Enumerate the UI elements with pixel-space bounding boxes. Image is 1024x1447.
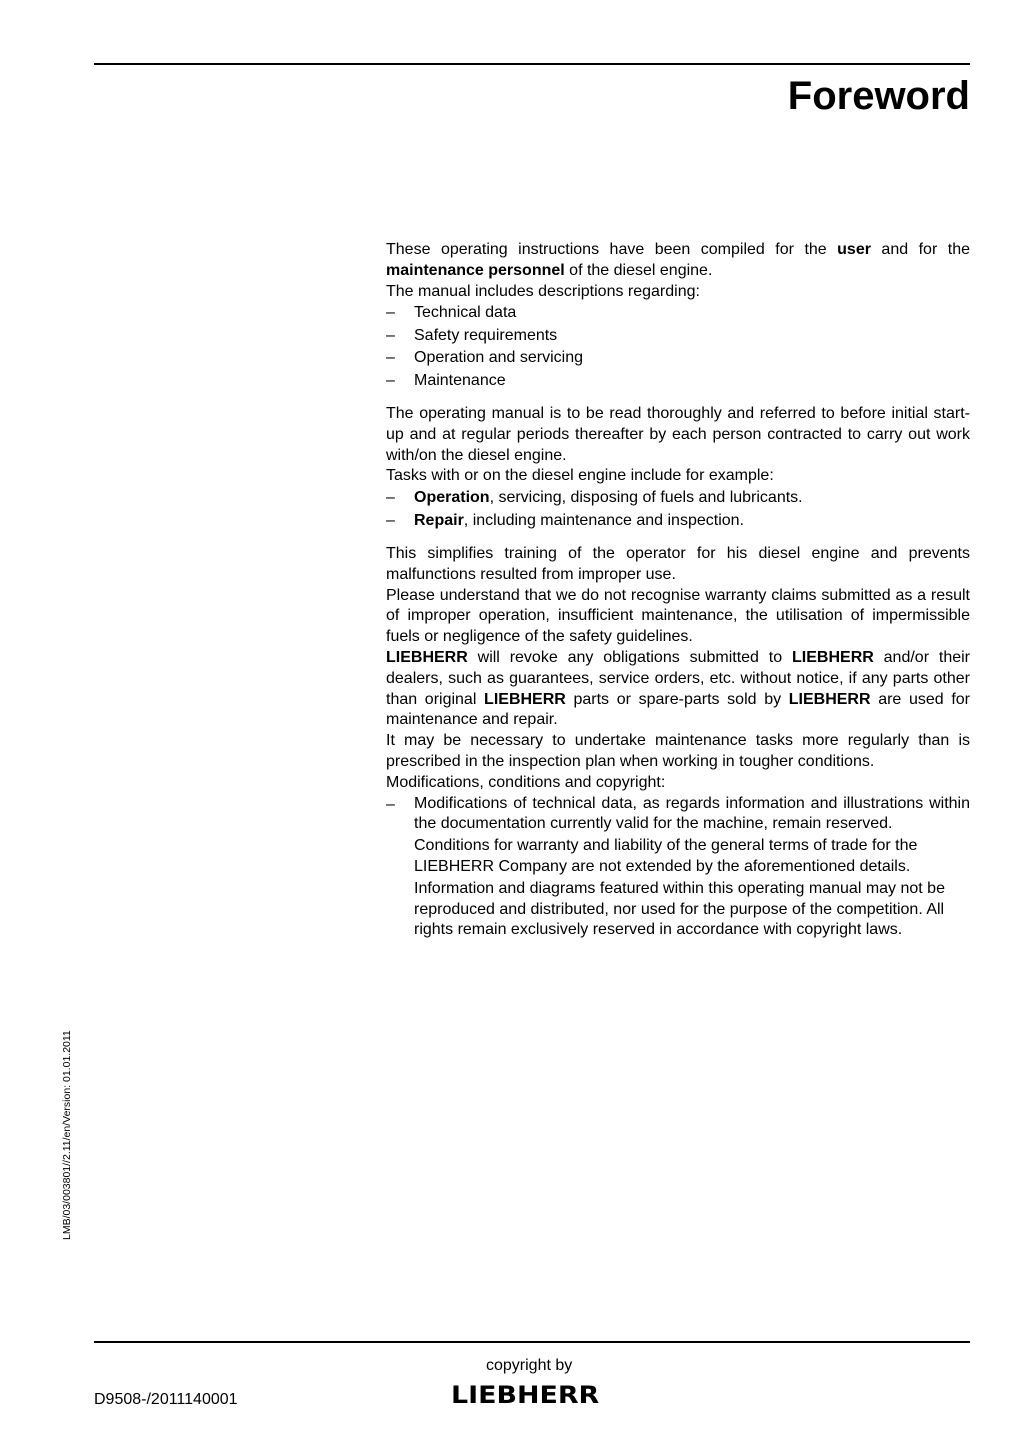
list-item [386, 302, 970, 324]
dash-bullet: – [386, 511, 395, 529]
document-version-label: LMB/03/003801//2.11/en/Version: 01.01.2011 [61, 1030, 73, 1240]
list-item-label: Safety requirements [414, 326, 558, 344]
tasks-list [386, 487, 970, 532]
bold-term-repair: Repair [414, 511, 464, 529]
dash-bullet: – [386, 349, 395, 367]
training-paragraph: This simplifies training of the operator for his diesel engine and prevents malfunctions resulted from improper use. [386, 545, 970, 583]
text-run: and/or their dealers, such as guarantees, service orders, etc. without notice, if any parts other than original [386, 649, 970, 708]
bold-term-liebherr: LIEBHERR [386, 649, 468, 666]
liebherr-logo: LIEBHERR [451, 1381, 600, 1409]
bold-term-liebherr: LIEBHERR [788, 690, 871, 708]
copyright-text: Information and diagrams featured within this operating manual may not be reproduced and distributed, nor used for the purpose of the competition. All rights remain exclusively reserved in accordance with copyright laws. [414, 879, 945, 939]
bold-term-liebherr: LIEBHERR [792, 649, 874, 666]
bold-term-user: user [837, 241, 871, 258]
text-run: parts or spare-parts sold by [565, 690, 789, 708]
dash-bullet: – [386, 489, 395, 507]
text-run: and for the [870, 241, 970, 258]
text-run: , including maintenance and inspection. [463, 511, 744, 529]
list-item-label: Operation and servicing [414, 349, 583, 367]
list-item [386, 794, 970, 942]
page-title: Foreword [787, 74, 970, 118]
text-run: , servicing, disposing of fuels and lubricants. [489, 489, 803, 507]
bold-term-operation: Operation [414, 489, 490, 507]
bold-term-liebherr: LIEBHERR [484, 690, 566, 708]
list-item [386, 325, 970, 347]
copyright-label: copyright by [486, 1357, 573, 1374]
tasks-intro: Tasks with or on the diesel engine include for example: [386, 467, 774, 485]
dash-bullet: – [386, 371, 395, 389]
text-run: of the diesel engine. [564, 261, 713, 279]
text-run: These operating instructions have been compiled for the [386, 241, 838, 258]
reading-paragraph: The operating manual is to be read thoroughly and referred to before initial start-up and at regular periods thereafter by each person contracted to carry out work with/on the diesel engine. [386, 405, 970, 464]
obligations-paragraph [386, 648, 970, 731]
header-rule [94, 63, 970, 65]
list-item [386, 487, 970, 509]
warranty-paragraph: Please understand that we do not recognise warranty claims submitted as a result of improper operation, insufficient maintenance, the utilisation of impermissible fuels or negligence of the safety guidelines. [386, 586, 970, 646]
text-run: are used for maintenance and repair. [386, 690, 970, 729]
modifications-text: Modifications of technical data, as regards information and illustrations within the documentation currently valid for the machine, remain reserved. [414, 794, 970, 833]
modifications-list [386, 794, 970, 942]
dash-bullet: – [386, 795, 395, 813]
foreword-body [386, 240, 970, 941]
document-number: D9508-/2011140001 [94, 1391, 238, 1408]
modifications-intro: Modifications, conditions and copyright: [386, 773, 666, 791]
list-item [386, 510, 970, 532]
intro-paragraph [386, 240, 970, 282]
list-item-label: Maintenance [414, 371, 506, 389]
dash-bullet: – [386, 304, 395, 322]
conditions-text: Conditions for warranty and liability of the general terms of trade for the LIEBHERR Company are not extended by the aforementioned details. [414, 837, 918, 875]
text-run: will revoke any obligations submitted to [467, 649, 793, 666]
bold-term-maintenance-personnel: maintenance personnel [386, 261, 565, 279]
descriptions-list [386, 302, 970, 392]
list-item [386, 370, 970, 392]
dash-bullet: – [386, 326, 395, 344]
descriptions-intro: The manual includes descriptions regarding: [386, 282, 700, 300]
list-item [386, 347, 970, 369]
maintenance-paragraph: It may be necessary to undertake maintenance tasks more regularly than is prescribed in the inspection plan when working in tougher conditions. [386, 732, 970, 770]
footer-rule [94, 1341, 970, 1343]
list-item-label: Technical data [414, 304, 517, 322]
